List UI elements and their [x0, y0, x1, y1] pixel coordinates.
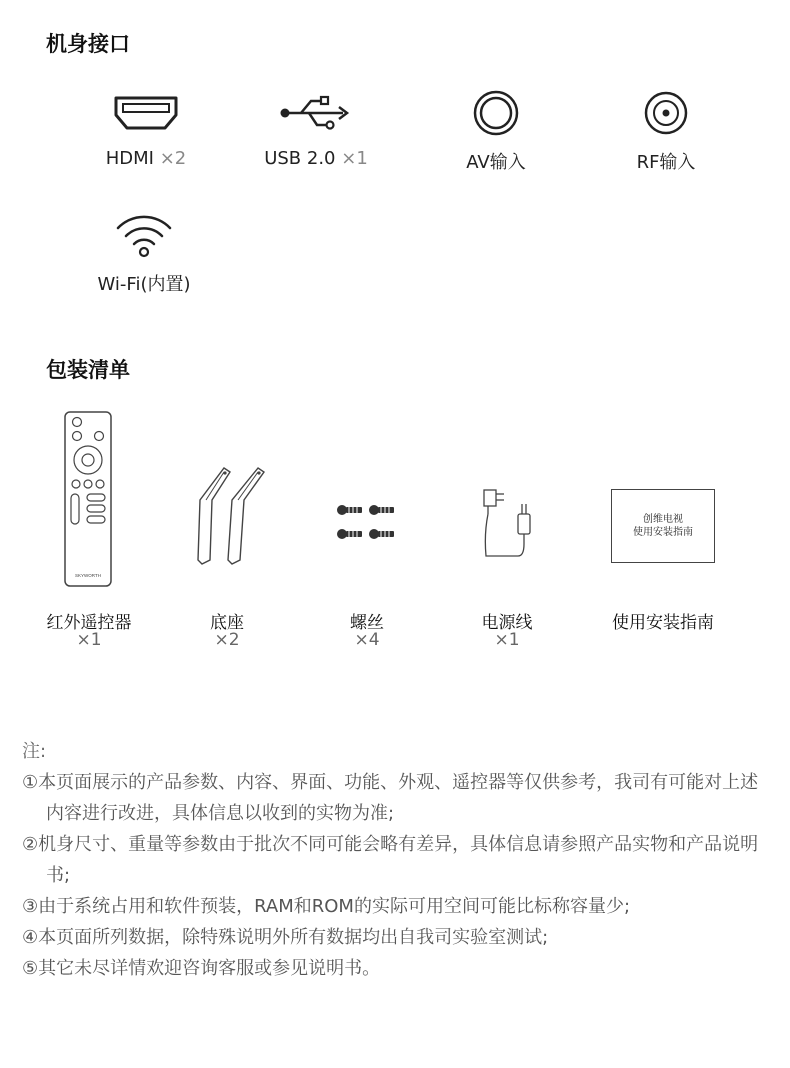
port-hdmi-name: HDMI [105, 148, 154, 169]
port-hdmi [76, 86, 216, 169]
package-item-stand-label: 底座 [210, 613, 244, 633]
package-title: 包装清单 [46, 358, 130, 382]
package-item-remote-qty: ×1 [76, 630, 102, 650]
svg-text:SKYWORTH: SKYWORTH [75, 573, 101, 578]
port-usb-name: USB 2.0 [264, 148, 336, 169]
av-jack-icon [426, 86, 566, 140]
manual-cover-line-1: 创维电视 [643, 514, 683, 525]
port-wifi [74, 208, 214, 296]
note-item: ④本页面所列数据，除特殊说明外所有数据均出自我司实验室测试; [22, 927, 549, 948]
port-av-name: AV输入 [466, 152, 526, 173]
port-rf [596, 86, 736, 174]
manual-cover-line-2: 使用安装指南 [633, 527, 693, 538]
package-item-power-cord-label: 电源线 [481, 613, 533, 633]
note-item: ⑤其它未尽详情欢迎咨询客服或参见说明书。 [22, 958, 381, 979]
port-usb [246, 86, 386, 169]
package-item-manual-label: 使用安装指南 [612, 613, 714, 633]
port-av [426, 86, 566, 174]
package-item-screws-qty: ×4 [354, 630, 380, 650]
package-item-stand-qty: ×2 [214, 630, 240, 650]
notes [22, 736, 772, 984]
port-wifi-name: Wi-Fi(内置) [97, 274, 191, 295]
remote-control-image [62, 410, 114, 588]
note-item: ①本页面展示的产品参数、内容、界面、功能、外观、遥控器等仅供参考，我司有可能对上述内容进行改进，具体信息以收到的实物为准; [22, 772, 759, 824]
package-item-remote-label: 红外遥控器 [46, 613, 132, 633]
wifi-icon [74, 208, 214, 262]
screws-image [334, 498, 400, 548]
usb-icon [246, 86, 386, 140]
rf-jack-icon [596, 86, 736, 140]
port-usb-qty: ×1 [341, 148, 368, 169]
package-item-screws-label: 螺丝 [350, 613, 384, 633]
note-item: ③由于系统占用和软件预装，RAM和ROM的实际可用空间可能比标称容量少; [22, 896, 631, 917]
package-item-power-cord-qty: ×1 [494, 630, 520, 650]
port-hdmi-qty: ×2 [159, 148, 187, 169]
hdmi-icon [76, 86, 216, 140]
port-rf-name: RF输入 [636, 152, 696, 173]
note-item: ②机身尺寸、重量等参数由于批次不同可能会略有差异，具体信息请参照产品实物和产品说明书; [22, 834, 759, 886]
notes-title: 注: [22, 741, 47, 762]
stand-legs-image [186, 464, 270, 568]
power-cord-image [470, 484, 536, 562]
interfaces-title: 机身接口 [46, 32, 130, 56]
manual-image [610, 488, 716, 564]
